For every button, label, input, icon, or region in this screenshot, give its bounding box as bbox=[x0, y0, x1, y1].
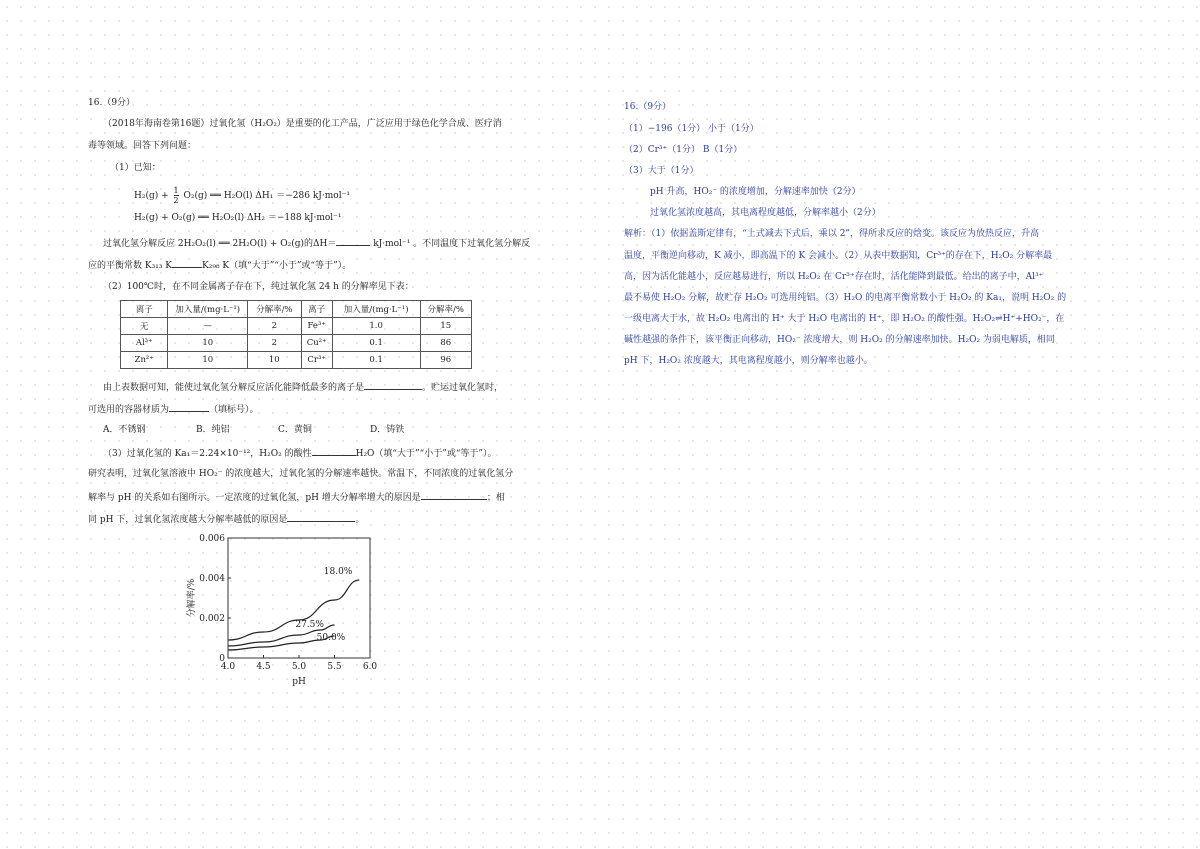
part1-label: （1）已知： bbox=[110, 163, 161, 173]
table-header: 加入量/(mg·L⁻¹) bbox=[332, 301, 420, 318]
option-d: D．铸铁 bbox=[370, 425, 405, 435]
table-header: 分解率/% bbox=[420, 301, 471, 318]
text-segment: 。贮运过氧化氢时， bbox=[422, 383, 504, 393]
series-labels bbox=[295, 567, 352, 643]
series-line bbox=[228, 580, 359, 640]
table-cell: 1.0 bbox=[332, 318, 420, 335]
table-row bbox=[121, 318, 472, 335]
table-header-row bbox=[121, 301, 472, 318]
series-label: 27.5% bbox=[295, 620, 324, 630]
explanation-line: 解析：（1）依据盖斯定律有，“上式减去下式后，乘以 2”，得所求反应的焓变。该反应为放热反应，升高 bbox=[624, 229, 1040, 239]
part1-question-line bbox=[88, 258, 351, 273]
option-a: A．不锈钢 bbox=[103, 425, 146, 435]
text-segment: 由上表数据可知，能使过氧化氢分解反应活化能降低最多的离子是 bbox=[103, 383, 365, 393]
answer-line: （2）Cr³⁺（1分） B（1分） bbox=[624, 145, 743, 155]
part2-question-line bbox=[103, 380, 503, 395]
explanation-line: 最不易使 H₂O₂ 分解，故贮存 H₂O₂ 可选用纯铝。（3）H₂O 的电离平衡常数小于 H₂O₂ 的 Ka₁，说明 H₂O₂ 的 bbox=[624, 293, 1067, 303]
answer-number: 16.（9分） bbox=[624, 102, 672, 112]
part3-question-line bbox=[103, 446, 497, 461]
x-tick-label: 4.5 bbox=[256, 662, 271, 672]
answer-blank bbox=[169, 402, 209, 412]
part2-intro: （2）100℃时，在不同金属离子存在下，纯过氧化氢 24 h 的分解率见下表： bbox=[103, 282, 414, 292]
equation-2: H₂(g) + O₂(g) ══ H₂O₂(l) ΔH₂ ＝−188 kJ·mol⁻¹ bbox=[134, 213, 342, 223]
y-tick-label: 0.002 bbox=[199, 614, 225, 624]
answer-line: （1）−196（1分） 小于（1分） bbox=[624, 124, 759, 134]
y-axis-label: 分解率/% bbox=[187, 578, 197, 618]
text-segment: K₂₉₈ K（填“大于”“小于”或“等于”）。 bbox=[202, 261, 352, 271]
explanation-line: 碱性越强的条件下，该平衡正向移动，HO₂⁻ 浓度增大，则 H₂O₂ 的分解速率加快。H₂O₂ 为弱电解质，相同 bbox=[624, 335, 1055, 345]
explanation-line: 温度，平衡逆向移动，K 减小，即高温下的 K 会减小。（2）从表中数据知，Cr³⁺的存在下，H₂O₂ 分解率最 bbox=[624, 251, 1053, 261]
table-cell: 15 bbox=[420, 318, 471, 335]
series-label: 18.0% bbox=[323, 567, 353, 577]
y-tick-label: 0.004 bbox=[199, 574, 225, 584]
answer-line: （3）大于（1分） bbox=[624, 166, 699, 176]
table-cell: Zn²⁺ bbox=[121, 352, 168, 369]
table-cell: 86 bbox=[420, 335, 471, 352]
fraction-denominator: 2 bbox=[173, 196, 179, 205]
y-tick-label: 0.006 bbox=[199, 534, 225, 544]
text-segment: 可选用的容器材质为 bbox=[88, 405, 170, 415]
table-header: 加入量/(mg·L⁻¹) bbox=[168, 301, 248, 318]
table-row bbox=[121, 335, 472, 352]
explanation-line: 一级电离大于水，故 H₂O₂ 电离出的 H⁺ 大于 H₂O 电离出的 H⁺，即 H₂O₂ 的酸性强。H₂O₂⇌H⁺+HO₂⁻，在 bbox=[624, 314, 1065, 324]
table-cell: Al³⁺ bbox=[121, 335, 168, 352]
question-intro-line: （2018年海南卷第16题）过氧化氢（H₂O₂）是重要的化工产品，广泛应用于绿色化学合成、医疗消 bbox=[103, 119, 502, 129]
table-row bbox=[121, 352, 472, 369]
plot-frame bbox=[228, 538, 370, 658]
equation-1 bbox=[134, 186, 350, 205]
part3-question-line: 研究表明，过氧化氢溶液中 HO₂⁻ 的浓度越大，过氧化氢的分解速率越快。常温下，不同浓度的过氧化氢分 bbox=[88, 469, 514, 479]
text-segment: 解率与 pH 的关系如右图所示。一定浓度的过氧化氢，pH 增大分解率增大的原因是 bbox=[88, 493, 421, 503]
answer-line: pH 升高，HO₂⁻ 的浓度增加，分解速率加快（2分） bbox=[650, 187, 861, 197]
text-segment: 应的平衡常数 K₃₁₃ K bbox=[88, 261, 172, 271]
text-segment: kJ·mol⁻¹ 。不同温度下过氧化氢分解反 bbox=[370, 239, 531, 249]
answer-blank bbox=[364, 380, 422, 390]
part3-question-line bbox=[88, 512, 364, 527]
question-intro-line: 毒等领域。回答下列问题： bbox=[88, 141, 197, 151]
answer-blank bbox=[421, 490, 487, 500]
x-tick-label: 5.0 bbox=[291, 662, 307, 672]
answer-line: 过氧化氢浓度越高，其电离程度越低，分解率越小（2分） bbox=[650, 208, 881, 218]
decomposition-table bbox=[120, 300, 472, 369]
table-cell: 无 bbox=[121, 318, 168, 335]
table-cell: Cu²⁺ bbox=[301, 335, 332, 352]
part2-question-line bbox=[88, 402, 259, 417]
equation-1-lhs: H₂(g) + bbox=[134, 191, 169, 201]
y-tick-label: 0 bbox=[219, 654, 225, 664]
equation-1-rhs: O₂(g) ══ H₂O(l) ΔH₁ ＝−286 kJ·mol⁻¹ bbox=[183, 191, 350, 201]
series-label: 50.0% bbox=[316, 633, 346, 643]
fraction-numerator: 1 bbox=[173, 186, 179, 195]
table-cell: 10 bbox=[168, 352, 248, 369]
text-segment: H₂O（填“大于”“小于”或“等于”）。 bbox=[355, 449, 497, 459]
text-segment: （3）过氧化氢的 Ka₁＝2.24×10⁻¹²，H₂O₂ 的酸性 bbox=[103, 449, 312, 459]
table-cell: 0.1 bbox=[332, 352, 420, 369]
x-tick-label: 6.0 bbox=[362, 662, 378, 672]
option-c: C．黄铜 bbox=[278, 425, 312, 435]
part3-question-line bbox=[88, 490, 505, 505]
text-segment: ；相 bbox=[486, 493, 505, 503]
table-cell: 2 bbox=[248, 335, 301, 352]
answer-blank bbox=[172, 258, 202, 268]
answer-blank bbox=[312, 446, 356, 456]
table-cell: 10 bbox=[168, 335, 248, 352]
table-header: 分解率/% bbox=[248, 301, 301, 318]
part1-question-line bbox=[103, 236, 530, 251]
table-cell: Cr³⁺ bbox=[301, 352, 332, 369]
answer-blank bbox=[287, 512, 355, 522]
table-cell: 10 bbox=[248, 352, 301, 369]
text-segment: （填标号）。 bbox=[209, 405, 259, 415]
table-header: 离子 bbox=[121, 301, 168, 318]
text-segment: 同 pH 下，过氧化氢浓度越大分解率越低的原因是 bbox=[88, 515, 288, 525]
x-tick-label: 4.0 bbox=[220, 662, 236, 672]
table-cell: Fe³⁺ bbox=[301, 318, 332, 335]
table-cell: — bbox=[168, 318, 248, 335]
axis-ticks bbox=[199, 534, 377, 672]
explanation-line: pH 下，H₂O₂ 浓度越大，其电离程度越小，则分解率也越小。 bbox=[624, 356, 873, 366]
text-segment: 。 bbox=[355, 515, 365, 525]
answer-blank bbox=[336, 236, 370, 246]
question-number: 16.（9分） bbox=[88, 98, 136, 108]
table-cell: 2 bbox=[248, 318, 301, 335]
x-tick-label: 5.5 bbox=[327, 662, 342, 672]
decomposition-ph-chart bbox=[178, 530, 388, 690]
explanation-line: 高，因为活化能越小，反应越易进行，所以 H₂O₂ 在 Cr³⁺存在时，活化能降到最低。给出的离子中，Al³⁺ bbox=[624, 272, 1044, 282]
x-axis-label: pH bbox=[292, 677, 306, 687]
option-b: B．纯铝 bbox=[196, 425, 230, 435]
text-segment: 过氧化氢分解反应 2H₂O₂(l) ══ 2H₂O(l) + O₂(g)的ΔH＝ bbox=[103, 239, 337, 249]
table-cell: 0.1 bbox=[332, 335, 420, 352]
table-header: 离子 bbox=[301, 301, 332, 318]
table-cell: 96 bbox=[420, 352, 471, 369]
fraction-one-half bbox=[174, 186, 179, 205]
